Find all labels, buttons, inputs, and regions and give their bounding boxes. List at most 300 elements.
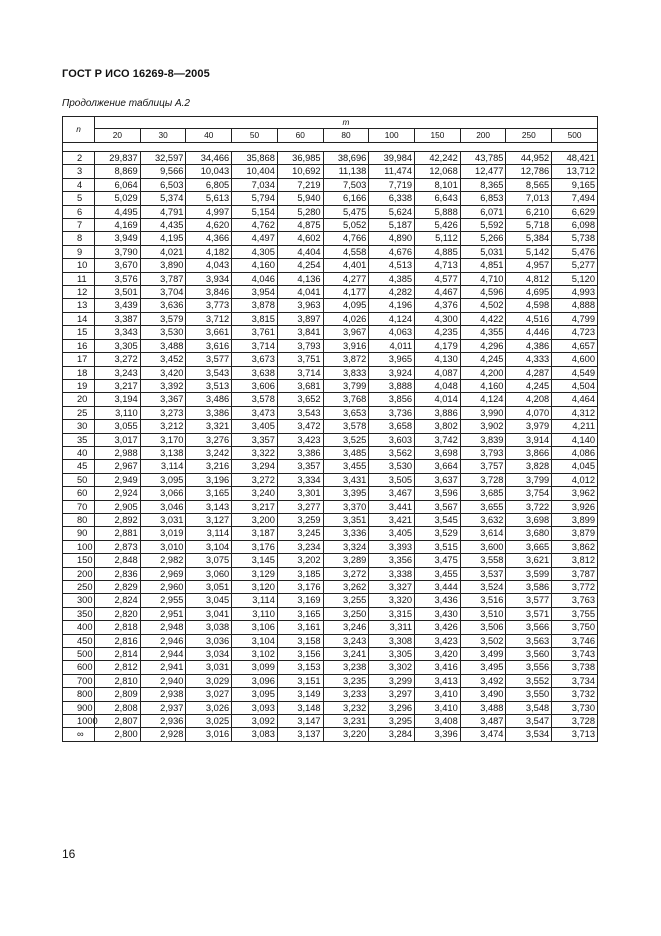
table-cell: 3,060 [186,567,232,580]
table-cell: 3,386 [186,406,232,419]
page-number: 16 [62,847,76,861]
table-cell: 3,856 [369,393,415,406]
table-cell: 8,365 [460,178,506,191]
table-cell: 3,243 [323,634,369,647]
table-cell: 4,296 [460,339,506,352]
table-cell: 3,560 [506,648,552,661]
table-cell: 2,824 [95,594,141,607]
table-cell: 3,217 [95,379,141,392]
table-cell: 4,446 [506,326,552,339]
table-row [63,460,598,473]
table-cell: 3,093 [232,701,278,714]
table-cell: 3,421 [369,513,415,526]
row-n-value: 17 [63,353,95,366]
table-cell: 4,026 [323,312,369,325]
table-cell: 2,905 [95,500,141,513]
table-cell: 3,916 [323,339,369,352]
table-cell: 6,098 [552,219,598,232]
table-cell: 3,475 [415,554,461,567]
table-cell: 3,879 [552,527,598,540]
table-cell: 3,151 [277,674,323,687]
table-cell: 3,488 [140,339,186,352]
table-cell: 3,066 [140,487,186,500]
table-cell: 5,187 [369,219,415,232]
table-cell: 4,070 [506,406,552,419]
table-cell: 4,182 [186,245,232,258]
m-value-header: 100 [369,129,415,143]
table-cell: 4,385 [369,272,415,285]
table-cell: 3,038 [186,621,232,634]
table-cell: 3,019 [140,527,186,540]
table-cell: 3,216 [186,460,232,473]
table-cell: 9,566 [140,165,186,178]
table-cell: 3,578 [323,420,369,433]
table-cell: 4,376 [415,299,461,312]
row-n-value: 12 [63,286,95,299]
table-cell: 3,296 [369,701,415,714]
table-cell: 6,210 [506,205,552,218]
table-cell: 2,951 [140,607,186,620]
table-cell: 10,692 [277,165,323,178]
table-cell: 12,786 [506,165,552,178]
table-cell: 3,567 [415,500,461,513]
table-cell: 3,746 [552,634,598,647]
table-cell: 2,818 [95,621,141,634]
table-cell: 3,240 [232,487,278,500]
table-cell: 3,833 [323,366,369,379]
row-n-value: 7 [63,219,95,232]
table-cell: 3,246 [323,621,369,634]
table-cell: 3,722 [506,500,552,513]
table-cell: 2,836 [95,567,141,580]
table-cell: 3,444 [415,581,461,594]
table-cell: 3,632 [460,513,506,526]
row-n-value: 100 [63,540,95,553]
row-n-value: 16 [63,339,95,352]
table-cell: 3,194 [95,393,141,406]
table-cell: 3,787 [140,272,186,285]
table-row [63,326,598,339]
table-cell: 3,386 [277,446,323,459]
table-cell: 3,231 [323,715,369,728]
table-cell: 4,086 [552,446,598,459]
table-cell: 13,712 [552,165,598,178]
table-cell: 4,130 [415,353,461,366]
table-cell: 3,031 [140,513,186,526]
table-cell: 3,452 [140,353,186,366]
table-cell: 5,052 [323,219,369,232]
table-cell: 3,315 [369,607,415,620]
table-cell: 3,799 [323,379,369,392]
table-row [63,473,598,486]
table-cell: 4,404 [277,245,323,258]
table-cell: 3,967 [323,326,369,339]
table-row [63,701,598,714]
table-cell: 3,534 [506,728,552,741]
row-n-value: 900 [63,701,95,714]
table-cell: 2,829 [95,581,141,594]
table-cell: 4,596 [460,286,506,299]
row-n-value: 9 [63,245,95,258]
m-value-header: 80 [323,129,369,143]
row-n-value: 450 [63,634,95,647]
table-cell: 3,370 [323,500,369,513]
row-n-value: ∞ [63,728,95,741]
table-cell: 2,938 [140,688,186,701]
table-cell: 4,401 [323,259,369,272]
table-cell: 3,728 [460,473,506,486]
table-cell: 3,599 [506,567,552,580]
table-cell: 3,029 [186,674,232,687]
table-cell: 3,566 [506,621,552,634]
table-row [63,232,598,245]
table-row [63,379,598,392]
table-cell: 4,366 [186,232,232,245]
table-cell: 7,219 [277,178,323,191]
table-cell: 3,041 [186,607,232,620]
table-cell: 3,187 [232,527,278,540]
table-cell: 4,723 [552,326,598,339]
table-cell: 3,812 [552,554,598,567]
table-cell: 3,110 [95,406,141,419]
table-cell: 2,814 [95,648,141,661]
table-row [63,420,598,433]
table-cell: 3,878 [232,299,278,312]
table-cell: 3,802 [415,420,461,433]
table-cell: 3,455 [323,460,369,473]
table-cell: 10,043 [186,165,232,178]
table-cell: 3,890 [140,259,186,272]
table-cell: 3,673 [232,353,278,366]
table-cell: 2,924 [95,487,141,500]
m-value-header: 60 [277,129,323,143]
table-cell: 3,562 [369,446,415,459]
table-cell: 4,195 [140,232,186,245]
table-caption: Продолжение таблицы А.2 [62,98,190,109]
table-cell: 3,576 [95,272,141,285]
table-cell: 3,799 [506,473,552,486]
table-cell: 3,685 [460,487,506,500]
table-cell: 3,241 [323,648,369,661]
table-cell: 4,695 [506,286,552,299]
table-cell: 2,812 [95,661,141,674]
table-cell: 3,273 [140,406,186,419]
table-cell: 34,466 [186,152,232,165]
table-cell: 4,497 [232,232,278,245]
table-cell: 4,598 [506,299,552,312]
table-cell: 3,114 [232,594,278,607]
table-cell: 3,305 [95,339,141,352]
table-cell: 3,245 [277,527,323,540]
table-cell: 4,657 [552,339,598,352]
table-cell: 3,396 [415,728,461,741]
table-cell: 4,888 [552,299,598,312]
table-cell: 4,014 [415,393,461,406]
table-cell: 3,486 [186,393,232,406]
table-cell: 3,420 [140,366,186,379]
table-cell: 3,524 [460,581,506,594]
table-cell: 4,504 [552,379,598,392]
table-cell: 3,658 [369,420,415,433]
table-cell: 3,238 [323,661,369,674]
row-n-value: 250 [63,581,95,594]
table-cell: 3,474 [460,728,506,741]
table-cell: 3,653 [323,406,369,419]
table-cell: 3,343 [95,326,141,339]
table-cell: 3,410 [415,701,461,714]
table-cell: 3,147 [277,715,323,728]
table-cell: 3,420 [415,648,461,661]
row-n-value: 300 [63,594,95,607]
table-cell: 5,029 [95,192,141,205]
table-cell: 3,217 [232,500,278,513]
table-cell: 2,808 [95,701,141,714]
table-row [63,178,598,191]
table-cell: 3,577 [506,594,552,607]
table-cell: 3,272 [95,353,141,366]
table-cell: 5,475 [323,205,369,218]
table-cell: 3,416 [415,661,461,674]
table-cell: 3,548 [506,701,552,714]
table-cell: 3,106 [232,621,278,634]
table-cell: 4,235 [415,326,461,339]
table-cell: 3,095 [232,688,278,701]
table-cell: 3,578 [232,393,278,406]
table-cell: 2,937 [140,701,186,714]
row-n-value: 400 [63,621,95,634]
row-n-value: 19 [63,379,95,392]
table-cell: 3,272 [323,567,369,580]
table-cell: 3,138 [140,446,186,459]
table-cell: 3,232 [323,701,369,714]
table-cell: 4,208 [506,393,552,406]
table-row [63,621,598,634]
table-cell: 4,516 [506,312,552,325]
m-value-header: 30 [140,129,186,143]
table-cell: 3,235 [323,674,369,687]
table-cell: 5,154 [232,205,278,218]
table-cell: 4,124 [460,393,506,406]
table-cell: 3,327 [369,581,415,594]
table-cell: 3,755 [552,607,598,620]
table-row [63,245,598,258]
table-cell: 3,294 [232,460,278,473]
table-cell: 3,250 [323,607,369,620]
table-cell: 4,277 [323,272,369,285]
table-cell: 3,272 [232,473,278,486]
table-cell: 3,579 [140,312,186,325]
table-cell: 3,196 [186,473,232,486]
table-row [63,312,598,325]
table-cell: 3,714 [232,339,278,352]
table-cell: 3,473 [232,406,278,419]
table-cell: 3,357 [277,460,323,473]
table-cell: 3,704 [140,286,186,299]
table-cell: 3,750 [552,621,598,634]
table-cell: 7,719 [369,178,415,191]
table-row [63,393,598,406]
table-cell: 3,301 [277,487,323,500]
table-cell: 3,670 [95,259,141,272]
table-cell: 3,034 [186,648,232,661]
m-value-header: 150 [415,129,461,143]
table-cell: 5,142 [506,245,552,258]
table-cell: 4,300 [415,312,461,325]
table-cell: 3,392 [140,379,186,392]
table-cell: 3,738 [552,661,598,674]
table-cell: 3,299 [369,674,415,687]
table-cell: 4,282 [369,286,415,299]
table-row [63,165,598,178]
table-cell: 5,112 [415,232,461,245]
table-cell: 3,545 [415,513,461,526]
table-cell: 4,495 [95,205,141,218]
table-cell: 3,872 [323,353,369,366]
row-n-value: 25 [63,406,95,419]
table-cell: 3,255 [323,594,369,607]
table-cell: 6,503 [140,178,186,191]
table-cell: 3,423 [415,634,461,647]
table-cell: 7,494 [552,192,598,205]
table-cell: 3,841 [277,326,323,339]
table-cell: 3,169 [277,594,323,607]
table-cell: 3,979 [506,420,552,433]
table-row [63,594,598,607]
table-cell: 4,245 [460,353,506,366]
table-cell: 4,063 [369,326,415,339]
table-cell: 3,010 [140,540,186,553]
row-n-value: 6 [63,205,95,218]
m-values-row [63,129,598,143]
table-cell: 3,714 [277,366,323,379]
row-n-value: 800 [63,688,95,701]
table-cell: 3,499 [460,648,506,661]
table-cell: 3,516 [460,594,506,607]
table-cell: 3,423 [277,433,323,446]
table-cell: 3,262 [323,581,369,594]
table-cell: 39,984 [369,152,415,165]
table-cell: 3,924 [369,366,415,379]
table-cell: 3,866 [506,446,552,459]
table-cell: 3,768 [323,393,369,406]
table-cell: 3,302 [369,661,415,674]
table-cell: 3,681 [277,379,323,392]
table-cell: 5,426 [415,219,461,232]
table-cell: 4,211 [552,420,598,433]
table-cell: 3,502 [460,634,506,647]
table-row [63,674,598,687]
table-cell: 8,565 [506,178,552,191]
table-cell: 3,537 [460,567,506,580]
table-cell: 4,620 [186,219,232,232]
row-n-value: 60 [63,487,95,500]
table-cell: 4,160 [232,259,278,272]
table-cell: 6,853 [460,192,506,205]
table-cell: 3,430 [415,607,461,620]
table-row [63,339,598,352]
row-n-value: 5 [63,192,95,205]
table-cell: 12,068 [415,165,461,178]
row-n-value: 18 [63,366,95,379]
table-cell: 3,045 [186,594,232,607]
table-cell: 4,602 [277,232,323,245]
table-cell: 3,143 [186,500,232,513]
table-cell: 3,751 [277,353,323,366]
table-cell: 5,624 [369,205,415,218]
table-cell: 6,629 [552,205,598,218]
table-cell: 5,280 [277,205,323,218]
table-cell: 3,284 [369,728,415,741]
table-cell: 3,320 [369,594,415,607]
row-n-value: 8 [63,232,95,245]
table-cell: 3,408 [415,715,461,728]
table-row [63,634,598,647]
table-cell: 4,885 [415,245,461,258]
table-cell: 3,815 [232,312,278,325]
table-cell: 3,016 [186,728,232,741]
table-cell: 4,502 [460,299,506,312]
table-cell: 4,254 [277,259,323,272]
table-cell: 4,577 [415,272,461,285]
table-cell: 4,513 [369,259,415,272]
table-cell: 3,761 [232,326,278,339]
table-row [63,152,598,165]
table-cell: 3,055 [95,420,141,433]
table-cell: 4,160 [460,379,506,392]
table-cell: 4,045 [552,460,598,473]
table-cell: 2,941 [140,661,186,674]
table-row [63,567,598,580]
row-n-value: 50 [63,473,95,486]
table-cell: 5,031 [460,245,506,258]
row-n-value: 4 [63,178,95,191]
table-cell: 3,431 [323,473,369,486]
m-value-header: 250 [506,129,552,143]
table-cell: 3,698 [506,513,552,526]
table-cell: 5,613 [186,192,232,205]
table-cell: 4,435 [140,219,186,232]
table-cell: 38,696 [323,152,369,165]
table-cell: 3,413 [415,674,461,687]
table-cell: 3,543 [186,366,232,379]
table-cell: 5,120 [552,272,598,285]
table-cell: 3,095 [140,473,186,486]
table-cell: 3,289 [323,554,369,567]
table-cell: 3,161 [277,621,323,634]
table-cell: 3,614 [460,527,506,540]
table-cell: 4,012 [552,473,598,486]
table-cell: 3,156 [277,648,323,661]
table-cell: 29,837 [95,152,141,165]
table-cell: 3,441 [369,500,415,513]
table-cell: 3,234 [277,540,323,553]
table-cell: 3,153 [277,661,323,674]
table-cell: 4,169 [95,219,141,232]
table-row [63,688,598,701]
table-cell: 5,940 [277,192,323,205]
table-cell: 3,220 [323,728,369,741]
table-cell: 3,732 [552,688,598,701]
table-cell: 4,997 [186,205,232,218]
table-cell: 3,563 [506,634,552,647]
m-column-header: m [95,117,598,129]
table-cell: 3,305 [369,648,415,661]
m-value-header: 40 [186,129,232,143]
table-cell: 3,513 [186,379,232,392]
row-n-value: 70 [63,500,95,513]
table-cell: 3,492 [460,674,506,687]
table-cell: 4,305 [232,245,278,258]
